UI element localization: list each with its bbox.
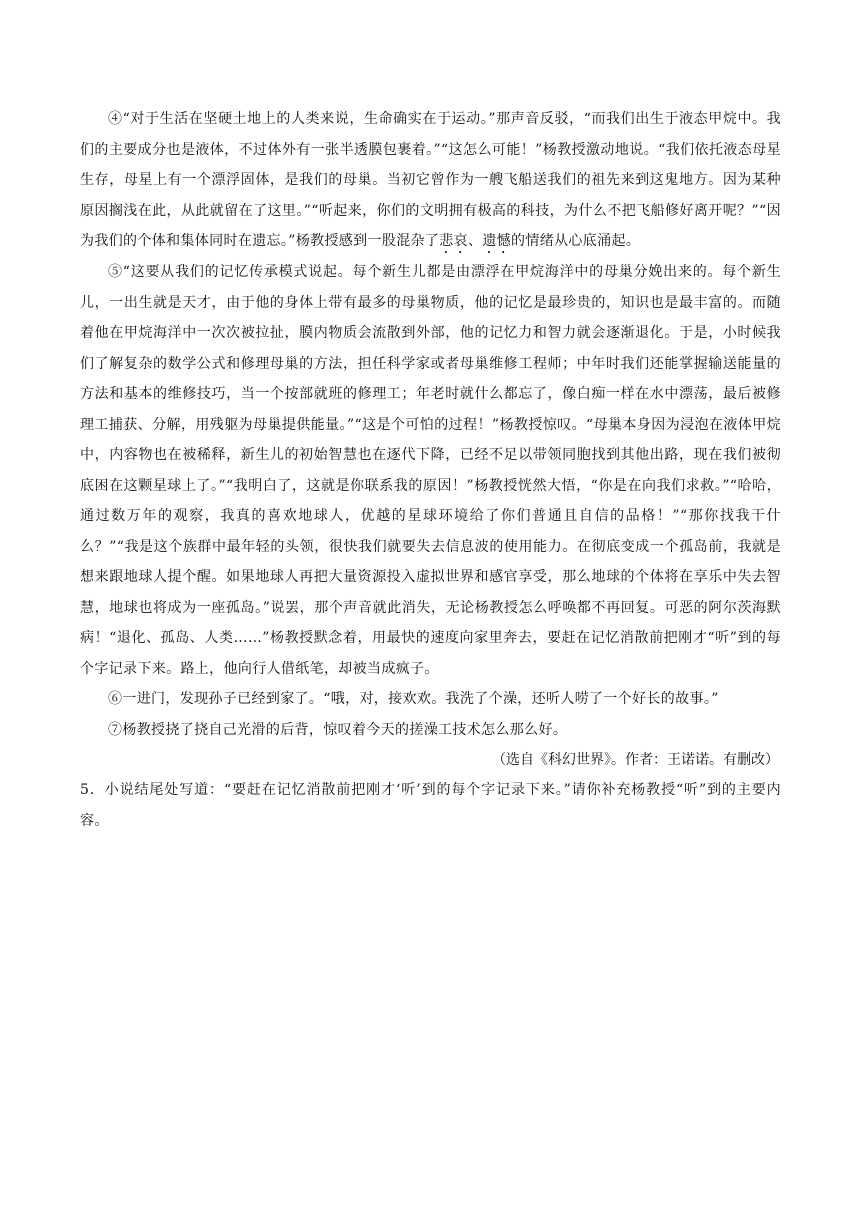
paragraph-5: ⑤“这要从我们的记忆传承模式说起。每个新生儿都是由漂浮在甲烷海洋中的母巢分娩出来的。每个新生儿，一出生就是天才，由于他的身体上带有最多的母巢物质，他的记忆是最珍贵的，知识也是最丰富的。而随着他在甲烷海洋中一次次被拉扯，膜内物质会流散到外部，他的记忆力和智力就会逐渐退化。于是，小时候我们了解复杂的数学公式和修理母巢的方法，担任科学家或者母巢维修工程师；中年时我们还能掌握输送能量的方法和基本的维修技巧，当一个按部就班的修理工；年老时就什么都忘了，像白痴一样在水中漂荡，最后被修理工捕获、分解，用残躯为母巢提供能量。”“这是个可怕的过程！”杨教授惊叹。“母巢本身因为浸泡在液体甲烷中，内容物也在被稀释，新生儿的初始智慧也在逐代下降，已经不足以带领同胞找到其他出路，现在我们被彻底困在这颗星球上了。”“我明白了，这就是你联系我的原因！”杨教授恍然大悟，“你是在向我们求救。”“哈哈，通过数万年的观察，我真的喜欢地球人，优越的星球环境给了你们普通且自信的品格！”“那你找我干什么？”“我是这个族群中最年轻的头领，很快我们就要失去信息波的使用能力。在彻底变成一个孤岛前，我就是想来跟地球人提个醒。如果地球人再把大量资源投入虚拟世界和感官享受，那么地球的个体将在享乐中失去智慧，地球也将成为一座孤岛。”说罢，那个声音就此消失，无论杨教授怎么呼唤都不再回复。可恶的阿尔茨海默病！“退化、孤岛、人类……”杨教授默念着，用最快的速度向家里奔去，要赶在记忆消散前把刚才“听”到的每个字记录下来。路上，他向行人借纸笔，却被当成疯子。 xyxy=(80,264,781,677)
paragraph-4-text: ④“对于生活在坚硬土地上的人类来说，生命确实在于运动。”那声音反驳，“而我们出生于液态甲烷中。我们的主要成分也是液体，不过体外有一张半透膜包裹着。”“这怎么可能！”杨教授激动地说。“我们依托液态母星生存，母星上有一个漂浮固体，是我们的母巢。当初它曾作为一艘飞船送我们的祖先来到这鬼地方。因为某种原因搁浅在此，从此就留在了这里。”“听起来，你们的文明拥有极高的科技，为什么不把飞船修好离开呢？”“因为我们的个体和集体同时在遗忘。”杨教授感到一股混杂了 xyxy=(80,111,781,249)
paragraph-6: ⑥一进门，发现孙子已经到家了。“哦，对，接欢欢。我洗了个澡，还听人唠了一个好长的故事。” xyxy=(108,691,719,707)
paragraph-4-ending: 的情绪从心底涌起。 xyxy=(511,233,641,249)
emphasized-word-regret: 遗憾 xyxy=(482,233,512,249)
question-5: 5．小说结尾处写道：“要赶在记忆消散前把刚才‘听’到的每个字记录下来。”请你补充杨教授“听”到的主要内容。 xyxy=(80,782,781,829)
source-citation: （选自《科幻世界》。作者：王诺诺。有删改） xyxy=(492,752,779,768)
paragraph-4 xyxy=(80,104,781,257)
paragraph-7: ⑦杨教授挠了挠自己光滑的后背，惊叹着今天的搓澡工技术怎么那么好。 xyxy=(108,721,568,738)
paragraph-4-separator: 、 xyxy=(467,233,483,249)
emphasized-word-sorrow: 悲哀 xyxy=(439,233,468,249)
